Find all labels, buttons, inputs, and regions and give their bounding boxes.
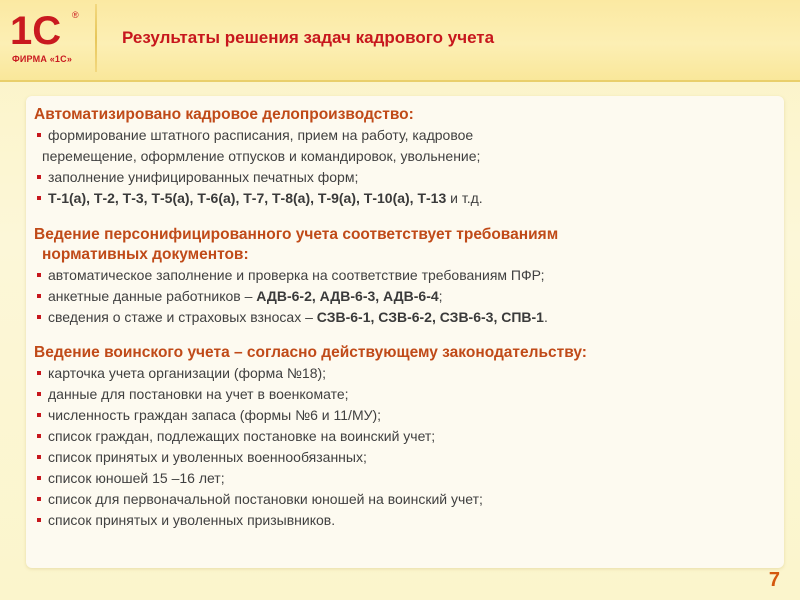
slide-header (0, 0, 800, 82)
bullet-text: список для первоначальной постановки юношей на воинский учет; (48, 491, 483, 507)
bullet-text: список юношей 15 –16 лет; (48, 470, 225, 486)
bullet-item (34, 307, 774, 328)
bullet-marker (37, 518, 41, 522)
bullet-item (34, 167, 774, 188)
bullet-item (34, 125, 774, 146)
bullet-marker (37, 371, 41, 375)
bullet-marker (37, 434, 41, 438)
bullet-text: заполнение унифицированных печатных форм; (48, 169, 359, 185)
bullet-marker (37, 273, 41, 277)
bullet-text: перемещение, оформление отпусков и командировок, увольнение; (42, 148, 481, 164)
bullet-item (34, 286, 774, 307)
section-heading: Автоматизировано кадровое делопроизводство: (34, 106, 414, 123)
bullet-item (34, 384, 774, 405)
bullet-item (34, 489, 774, 510)
bullet-text: анкетные данные работников – (48, 288, 257, 304)
bullet-text: сведения о стаже и страховых взносах – (48, 309, 317, 325)
slide-title: Результаты решения задач кадрового учета (122, 28, 495, 47)
bullet-item (34, 405, 774, 426)
bullet-continuation (34, 146, 774, 167)
bullet-text: автоматическое заполнение и проверка на соответствие требованиям ПФР; (48, 267, 545, 283)
bullet-marker (37, 392, 41, 396)
bullet-marker (37, 133, 41, 137)
bullet-text: формирование штатного расписания, прием на работу, кадровое (48, 127, 474, 143)
bullet-tail: . (543, 309, 548, 325)
bullet-marker (37, 455, 41, 459)
slide-content (34, 105, 774, 531)
bullet-marker (37, 413, 41, 417)
company-logo (8, 6, 82, 70)
bullet-text: список принятых и уволенных призывников. (48, 512, 336, 528)
bullet-marker (37, 196, 41, 200)
section-military-records (34, 343, 774, 531)
section-hr-records (34, 105, 774, 209)
bullet-item (34, 188, 774, 209)
page-number: 7 (768, 569, 780, 591)
bullet-tail: ; (438, 288, 443, 304)
bullet-text: данные для постановки на учет в военкомате; (48, 386, 349, 402)
logo-caption: ФИРМА «1С» (12, 54, 73, 64)
bullet-item (34, 510, 774, 531)
bullet-tail: и т.д. (446, 190, 483, 206)
form-codes: СЗВ-6-1, СЗВ-6-2, СЗВ-6-3, СПВ-1 (316, 309, 544, 325)
form-codes: АДВ-6-2, АДВ-6-3, АДВ-6-4 (256, 288, 439, 304)
section-heading: Ведение воинского учета – согласно действующему законодательству: (34, 344, 587, 361)
bullet-item (34, 363, 774, 384)
section-heading-continuation: нормативных документов: (42, 246, 249, 263)
bullet-text: список принятых и уволенных военнообязанных; (48, 449, 367, 465)
bullet-item (34, 265, 774, 286)
bullet-marker (37, 315, 41, 319)
bullet-text: карточка учета организации (форма №18); (48, 365, 327, 381)
bullet-item (34, 447, 774, 468)
bullet-marker (37, 294, 41, 298)
logo-mark-text: 1С (10, 9, 62, 50)
logo-1c-mark (8, 6, 82, 50)
bullet-text: список граждан, подлежащих постановке на воинский учет; (48, 428, 436, 444)
section-personified-records (34, 225, 774, 328)
bullet-text: численность граждан запаса (формы №6 и 11/МУ); (48, 407, 382, 423)
form-codes: Т-1(а), Т-2, Т-3, Т-5(а), Т-6(а), Т-7, Т-8(а), Т-9(а), Т-10(а), Т-13 (48, 190, 447, 206)
bullet-marker (37, 476, 41, 480)
bullet-marker (37, 497, 41, 501)
bullet-item (34, 468, 774, 489)
bullet-item (34, 426, 774, 447)
section-heading: Ведение персонифицированного учета соответствует требованиям (34, 226, 559, 243)
bullet-marker (37, 175, 41, 179)
logo-registered-sign: ® (72, 10, 79, 20)
header-divider (95, 4, 97, 72)
